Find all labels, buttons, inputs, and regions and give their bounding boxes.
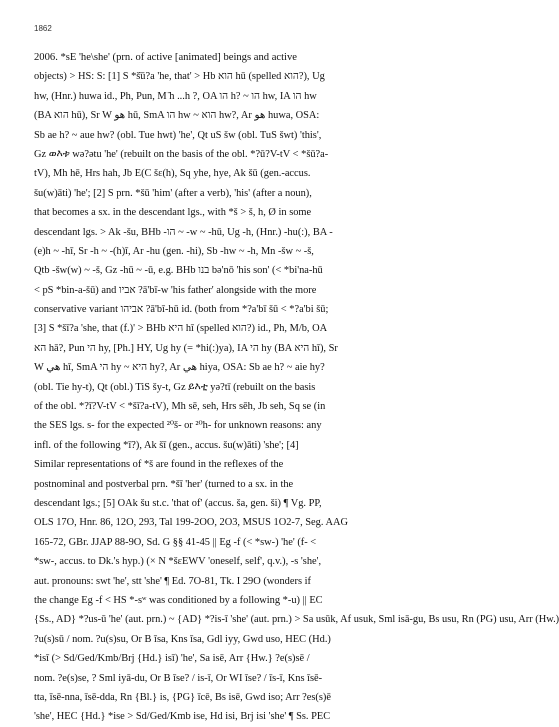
entry-line: Qtb -šw(w) ~ -š, Gz -hū ~ -ū, e.g. BHb בנו bə'nō 'his son' (< *bi'na-hū <box>34 265 323 277</box>
entry-line: nom. ?e(s)se, ? Sml iyā-du, Or B īse? / is-ī, Or WI īse? / īs-ī, Kns īsē- <box>34 672 323 684</box>
entry-line: postnominal and postverbal prn. *šī 'her' (turned to a sx. in the <box>34 478 294 490</box>
entry-line: הא hā?, Pun הי hy, [Ph.] HY, Ug hy (= *hi(:)ya), IA הי hy (BA היא hī), Sr <box>34 342 338 354</box>
dictionary-entry-2006 <box>34 48 559 727</box>
entry-line: *sw-, accus. to Dk.'s hyp.) (× N *šεEWV 'oneself, self', q.v.), -s 'she', <box>34 556 322 568</box>
entry-line: Similar representations of *š are found in the reflexes of the <box>34 459 284 471</box>
entry-line: the SES lgs. s- for the expected ²⁰š- or ²⁰h- for unknown reasons: any <box>34 420 322 432</box>
entry-line: OLS 17O, Hnr. 86, 12O, 293, Tal 199-2OO, 2O3, MSUS 1O2-7, Seg. AAG <box>34 517 348 529</box>
entry-line: ?u(s)sū / nom. ?u(s)su, Or B īsa, Kns īsa, Gdl iyy, Gwd uso, HEC (Hd.) <box>34 633 331 645</box>
entry-line: aut. pronouns: swt 'he', stt 'she' ¶ Ed. 7O-81, Tk. I 29O (wonders if <box>34 575 311 587</box>
entry-line: W هي hī, SmA הי hy ~ היא hy?, Ar هي hiya, OSA: Sb ae h? ~ aie hy? <box>34 362 325 374</box>
entry-line: objects) > HS: S: [1] S *š̄ū?a 'he, that' > Hb הוא hū (spelled הוא?), Ug <box>34 71 325 83</box>
entry-line: of the obl. *?ī?V-tV < *šī?a-tV), Mh sē, seh, Hrs sēh, Jb seh, Sq se (in <box>34 401 326 413</box>
entry-line: descendant lgs. > Ak -šu, BHb -הו ~ -w ~ -hū, Ug -h, (Hnr.) -hu(:), BA - <box>34 226 333 238</box>
entry-line: (e)h ~ -hī, Sr -h ~ -(h)ī, Ar -hu (gen. -hi), Sb -hw ~ -h, Mn -šw ~ -š, <box>34 245 314 257</box>
entry-line: descendant lgs.; [5] OAk šu st.c. 'that of' (accus. ša, gen. ši) ¶ Vg. PP, <box>34 497 322 509</box>
entry-line: (obl. Tie hy-t), Qt (obl.) TiS šy-t, Gz ይእቲ yə?tī (rebuilt on the basis <box>34 381 316 393</box>
entry-line: *isī (> Sd/Ged/Kmb/Brj {Hd.} isī) 'he', Sa isē, Arr {Hw.} ?e(s)sē / <box>34 653 310 665</box>
entry-line: the change Eg -f < HS *-sʷ was conditioned by a following *-u) || EC <box>34 594 323 606</box>
entry-line: tV), Mh hē, Hrs hah, Jb E(C šε(h), Sq yhe, hye, Ak šū (gen.-accus. <box>34 168 311 180</box>
page-number: 1862 <box>34 24 52 33</box>
entry-line: that becomes a sx. in the descendant lgs., with *š > š, h, Ø in some <box>34 207 312 219</box>
entry-line: [3] S *šī?a 'she, that (f.)' > BHb היא hī (spelled הוא?) id., Ph, M/b, OA <box>34 323 328 335</box>
entry-line: 'she', HEC {Hd.} *ise > Sd/Ged/Kmb ise, Hd isi, Brj isi 'she' ¶ Ss. PEC <box>34 711 331 723</box>
entry-line: conservative variant אביהו ?ā'bī-hū id. (both from *?a'bī šū < *?a'bi šū; <box>34 304 329 316</box>
entry-line: (BA הוא hū), Sr W هو hū, SmA הו hw ~ הוא hw?, Ar هو huwa, OSA: <box>34 110 320 122</box>
entry-line: < pS *bin-a-šū) and אביו ?ā'bī-w 'his father' alongside with the more <box>34 284 317 296</box>
entry-line: 165-72, GBr. JJAP 88-9O, Sd. G §§ 41-45 || Eg -f (< *sw-) 'he' (f- < <box>34 536 317 548</box>
entry-line: 2006. *sE 'he\she' (prn. of active [animated] beings and active <box>34 52 297 63</box>
entry-line: infl. of the following *ī?), Ak šī (gen., accus. šu(w)āti) 'she'; [4] <box>34 439 299 451</box>
entry-line: hw, (Hnr.) huwa id., Ph, Pun, M ̄h ...h ?, OA הו h? ~ הו hw, IA הו hw <box>34 90 317 102</box>
entry-line: šu(w)āti) 'he'; [2] S prn. *šū 'him' (after a verb), 'his' (after a noun), <box>34 187 312 199</box>
entry-line: Sb ae h? ~ aue hw? (obl. Tue hwt) 'he', Qt uS šw (obl. TuS šwt) 'this', <box>34 129 322 141</box>
entry-line: Gz ወእቱ wə?ətu 'he' (rebuilt on the basis of the obl. *?ū?V-tV < *šū?a- <box>34 148 329 160</box>
entry-line: tta, īsē-nna, īsē-dda, Rn {Bl.} is, {PG} īcē, Bs isē, Gwd iso; Arr ?es(s)ē <box>34 691 331 703</box>
entry-line: {Ss., AD} *?us-ū 'he' (aut. prn.) ~ {AD} *?is-ī 'she' (aut. prn.) > Sa usūk, Af usuk, Sml isā-gu, Bs usu, Rn (PG) usu, Arr (Hw.) <box>34 614 559 626</box>
